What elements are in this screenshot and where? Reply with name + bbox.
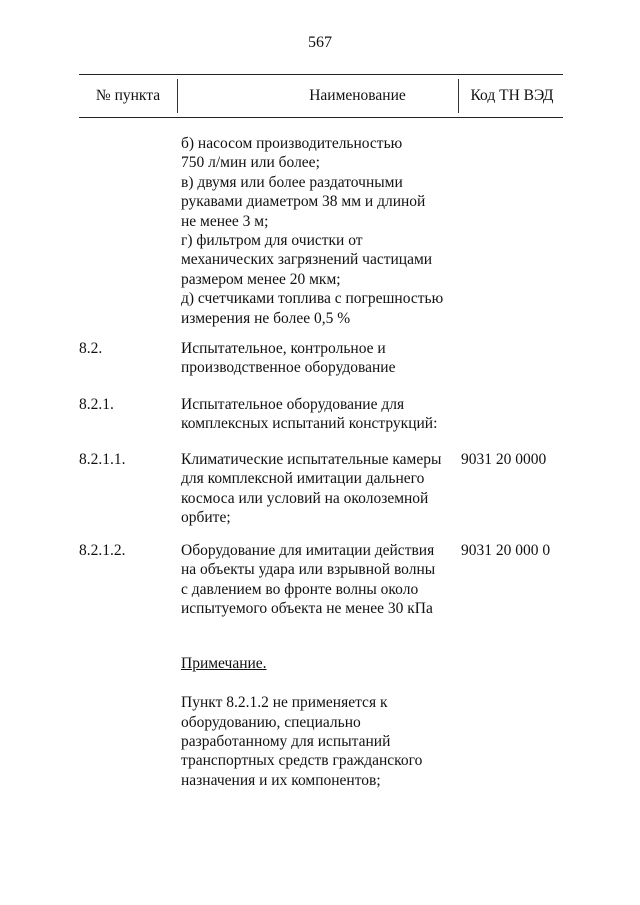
header-code: Код ТН ВЭД	[470, 87, 554, 104]
item-number: 8.2.	[79, 340, 103, 357]
table-header	[79, 74, 563, 118]
item-number: 8.2.1.1.	[79, 451, 126, 468]
item-code: 9031 20 0000	[461, 451, 547, 468]
item-name: Испытательное, контрольное и производственное оборудование	[181, 340, 396, 377]
item-name: Испытательное оборудование для комплексных испытаний конструкций:	[181, 396, 438, 433]
item-number: 8.2.1.	[79, 396, 114, 413]
header-divider	[458, 79, 459, 113]
continuation-text: б) насосом производительностью 750 л/мин или более; в) двумя или более раздаточными рукавами диаметром 38 мм и длиной не менее 3 м; г) фильтром для очистки от механических загрязнений частицами размером менее 20 мкм; д) счетчиками топлива с погрешностью измерения не более 0,5 %	[181, 135, 444, 327]
header-item-number: № пункта	[95, 87, 161, 104]
item-code: 9031 20 000 0	[461, 542, 551, 559]
note-block	[181, 635, 466, 790]
header-name: Наименование	[309, 87, 406, 104]
item-name: Климатические испытательные камеры для комплексной имитации дальнего космоса или условий на околоземной орбите;	[181, 451, 442, 527]
note-text: Пункт 8.2.1.2 не применяется к оборудованию, специально разработанному для испытаний транспортных средств гражданского назначения и их компонентов;	[181, 694, 423, 789]
note-title: Примечание.	[181, 655, 267, 673]
page-number: 567	[308, 34, 332, 51]
item-number: 8.2.1.2.	[79, 542, 126, 559]
item-name: Оборудование для имитации действия на объекты удара или взрывной волны с давлением во фронте волны около испытуемого объекта не менее 30 кПа	[181, 542, 436, 618]
